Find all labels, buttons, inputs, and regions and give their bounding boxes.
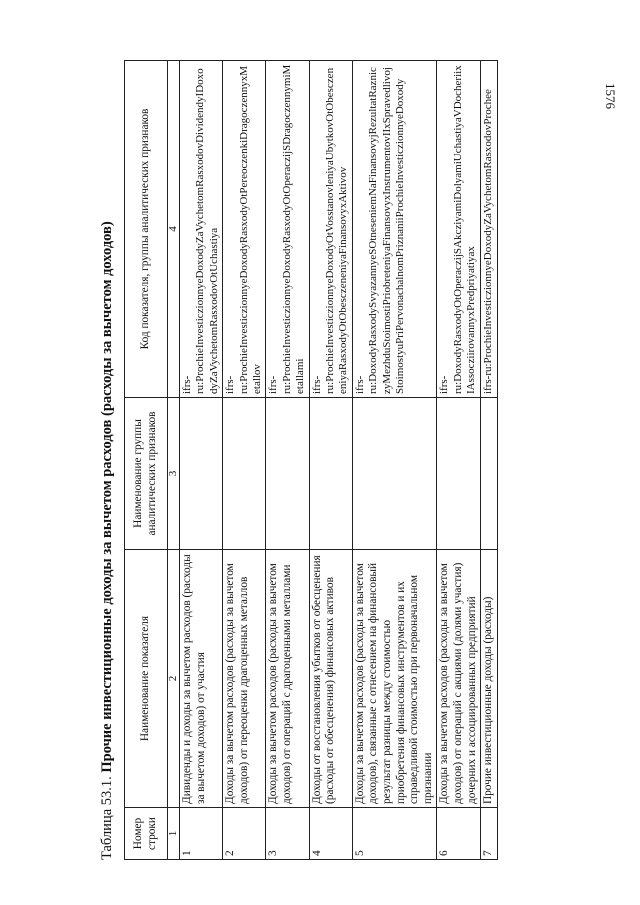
column-index: 1 [168, 808, 180, 860]
page-number: 1576 [603, 83, 618, 109]
row-number: 4 [309, 808, 352, 860]
column-index: 3 [168, 398, 180, 550]
row-number: 2 [223, 808, 266, 860]
table-row [352, 61, 437, 860]
row-group-name [223, 398, 266, 550]
header-row-number: Номер строки [125, 808, 168, 860]
row-indicator-name: Доходы за вычетом расходов (расходы за вычетом доходов) от операций с драгоценными металлами [266, 550, 309, 808]
column-index: 4 [168, 61, 180, 398]
indicators-table [124, 60, 498, 860]
row-indicator-code: ifrs-ru:ProchieInvesticzionnyeDoxodyRasxodyOtPereoczenkiDragoczennyxMetallov [223, 61, 266, 398]
row-indicator-code: ifrs-ru:ProchieInvesticzionnyeDoxodyRasxodyOtOperaczijSDragoczennymiMetallami [266, 61, 309, 398]
row-indicator-code: ifrs-ru:ProchieInvesticzionnyeDoxodyZaVychetomRasxodovDividendyIDoxodyZaVychetomRasxodovOtUchastiya [180, 61, 223, 398]
row-number: 1 [180, 808, 223, 860]
row-number: 5 [352, 808, 437, 860]
table-header-row [125, 61, 168, 860]
caption-title: Прочие инвестиционные доходы за вычетом расходов (расходы за вычетом доходов) [99, 221, 115, 773]
row-indicator-code: ifrs-ru:DoxodyRasxodySvyazannyeSOtneseniemNaFinansovyjRezultatRazniczyMezhduStoimostiPriobreteniyaFinansovyxInstrumentovIIxSpravedlivojStoimostyuPriPervonachalnomPriznaniiProchieInvesticzionnyeDoxody [352, 61, 437, 398]
row-number: 3 [266, 808, 309, 860]
row-indicator-name: Прочие инвестиционные доходы (расходы) [481, 550, 498, 808]
row-group-name [352, 398, 437, 550]
table-row [266, 61, 309, 860]
row-number: 6 [437, 808, 481, 860]
table-row [309, 61, 352, 860]
row-indicator-name: Доходы за вычетом расходов (расходы за вычетом доходов), связанные с отнесением на финансовый результат разницы между стоимостью приобретения финансовых инструментов и их справедливой стоимостью при первоначальном признании [352, 550, 437, 808]
row-group-name [180, 398, 223, 550]
header-group-name: Наименование группы аналитических признаков [125, 398, 168, 550]
table-row [481, 61, 498, 860]
column-index: 2 [168, 550, 180, 808]
row-group-name [266, 398, 309, 550]
caption-prefix: Таблица 53.1. [99, 776, 115, 860]
row-indicator-code: ifrs-ru:DoxodyRasxodyOtOperaczijSAkcziyamiDolyamiUchastiyaVDocheriixIAssocziirovannyxPredpriyatiyax [437, 61, 481, 398]
header-indicator-name: Наименование показателя [125, 550, 168, 808]
table-row [223, 61, 266, 860]
row-number: 7 [481, 808, 498, 860]
table-row [437, 61, 481, 860]
row-indicator-code: ifrs-ru:ProchieInvesticzionnyeDoxodyZaVychetomRasxodovProchee [481, 61, 498, 398]
row-indicator-name: Дивиденды и доходы за вычетом расходов (расходы за вычетом доходов) от участия [180, 550, 223, 808]
row-group-name [437, 398, 481, 550]
row-group-name [309, 398, 352, 550]
row-indicator-name: Доходы за вычетом расходов (расходы за вычетом доходов) от операций с акциями (долями участия) дочерних и ассоциированных предприятий [437, 550, 481, 808]
header-indicator-code: Код показателя, группы аналитических признаков [125, 61, 168, 398]
column-index-row [168, 61, 180, 860]
row-indicator-name: Доходы за вычетом расходов (расходы за вычетом доходов) от переоценки драгоценных металлов [223, 550, 266, 808]
table-row [180, 61, 223, 860]
row-group-name [481, 398, 498, 550]
row-indicator-name: Доходы от восстановления убытков от обесценения (расходы от обесценения) финансовых активов [309, 550, 352, 808]
row-indicator-code: ifrs-ru:ProchieInvesticzionnyeDoxodyOtVosstanovleniyaUbytkovOtObesczeneniyaRasxodyOtObesczeneniyaFinansovyxAktivov [309, 61, 352, 398]
table-caption [96, 40, 118, 860]
rotated-page-content [96, 40, 616, 860]
